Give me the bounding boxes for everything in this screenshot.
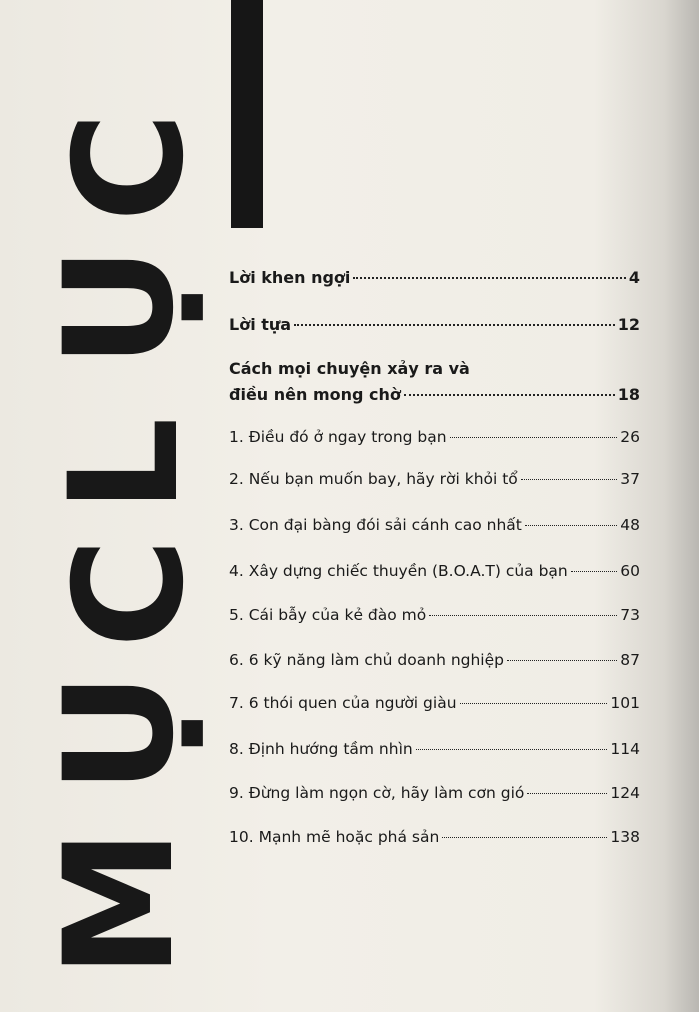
dot-leader: [527, 793, 607, 794]
toc-entry-page: 101: [610, 694, 640, 712]
toc-entry-page: 12: [617, 315, 640, 334]
toc-entry-page: 60: [620, 562, 640, 580]
dot-leader: [442, 837, 607, 838]
title-letter-c1: C: [43, 537, 217, 649]
toc-chapter-4[interactable]: [229, 562, 640, 580]
toc-entry-page: 4: [628, 268, 640, 287]
toc-chapter-7[interactable]: [229, 694, 640, 712]
toc-entry-label: 7. 6 thói quen của người giàu: [229, 694, 457, 712]
dot-leader: [429, 615, 617, 616]
toc-chapter-2[interactable]: [229, 470, 640, 488]
toc-entry-page: 114: [610, 740, 640, 758]
dot-leader: [507, 660, 617, 661]
toc-entry-page: 37: [620, 470, 640, 488]
toc-entry-label: 10. Mạnh mẽ hoặc phá sản: [229, 828, 440, 846]
toc-entry-label: 1. Điều đó ở ngay trong bạn: [229, 428, 447, 446]
toc-chapter-6[interactable]: [229, 651, 640, 669]
toc-entry-page: 48: [620, 516, 640, 534]
toc-entry-page: 124: [610, 784, 640, 802]
toc-entry-label: Lời khen ngợi: [229, 268, 351, 287]
title-bar: [231, 0, 263, 228]
toc-entry-label: 5. Cái bẫy của kẻ đào mỏ: [229, 606, 427, 624]
toc-chapter-10[interactable]: [229, 828, 640, 846]
toc-entry-label-line1: Cách mọi chuyện xảy ra và: [229, 359, 470, 378]
dot-leader: [571, 571, 618, 572]
toc-chapter-3[interactable]: [229, 516, 640, 534]
toc-entry-label: 8. Định hướng tầm nhìn: [229, 740, 413, 758]
title-letter-m: M: [33, 828, 207, 978]
dot-leader: [294, 324, 615, 326]
dot-leader: [460, 703, 608, 704]
toc-entry-how-things-happen[interactable]: [229, 356, 640, 408]
title-letter-u1: Ụ: [33, 672, 207, 794]
title-letter-u2: Ụ: [33, 246, 207, 368]
toc-entry-praise[interactable]: [229, 268, 640, 287]
toc-entry-label: 2. Nếu bạn muốn bay, hãy rời khỏi tổ: [229, 470, 518, 488]
toc-entry-page: 138: [610, 828, 640, 846]
dot-leader: [450, 437, 618, 438]
dot-leader: [521, 479, 617, 480]
toc-entry-page: 26: [620, 428, 640, 446]
title-letter-c2: C: [43, 111, 217, 223]
bleed-through-line: [100, 78, 660, 94]
toc-entry-page: 18: [617, 385, 640, 404]
toc-entry-page: 73: [620, 606, 640, 624]
toc-entry-label: 6. 6 kỹ năng làm chủ doanh nghiệp: [229, 651, 504, 669]
toc-entry-label: 3. Con đại bàng đói sải cánh cao nhất: [229, 516, 522, 534]
toc-chapter-9[interactable]: [229, 784, 640, 802]
toc-chapter-8[interactable]: [229, 740, 640, 758]
toc-entry-label-line2: điều nên mong chờ: [229, 385, 401, 404]
dot-leader: [416, 749, 608, 750]
toc-entry-label: 4. Xây dựng chiếc thuyền (B.O.A.T) của bạn: [229, 562, 568, 580]
toc-entry-label: 9. Đừng làm ngọn cờ, hãy làm cơn gió: [229, 784, 525, 802]
toc-entry-preface[interactable]: [229, 315, 640, 334]
toc-entry-page: 87: [620, 651, 640, 669]
toc-chapter-1[interactable]: [229, 428, 640, 446]
title-letter-l: L: [38, 417, 212, 513]
dot-leader: [404, 394, 615, 396]
toc-chapter-5[interactable]: [229, 606, 640, 624]
toc-entry-label: Lời tựa: [229, 315, 292, 334]
dot-leader: [353, 277, 625, 279]
dot-leader: [525, 525, 617, 526]
